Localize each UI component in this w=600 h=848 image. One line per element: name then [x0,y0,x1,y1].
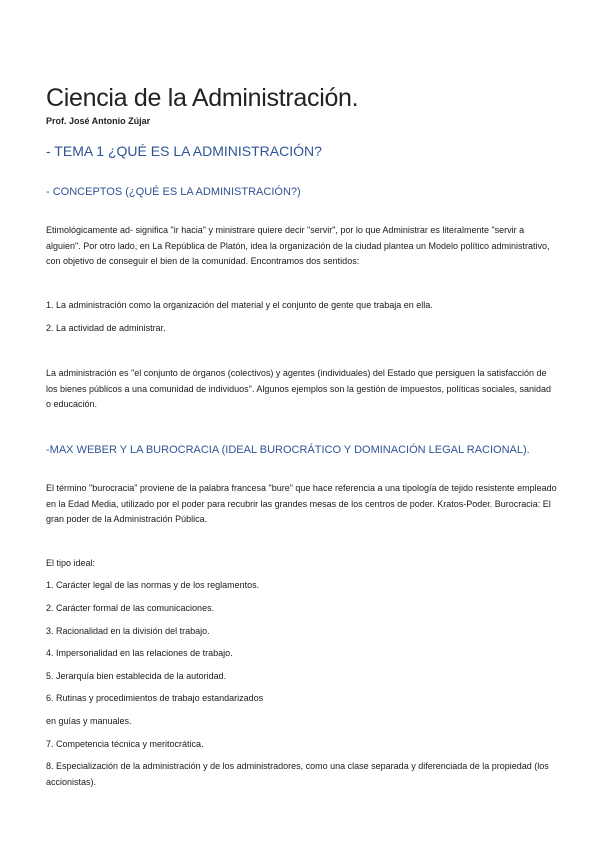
sentido-item-1: 1. La administración como la organización del material y el conjunto de gente que trabaja en ella. [46,300,433,310]
list-item: 4. Impersonalidad en las relaciones de trabajo. [46,648,233,658]
weber-heading: -MAX WEBER Y LA BUROCRACIA (IDEAL BUROCRÁTICO Y DOMINACIÓN LEGAL RACIONAL). [46,444,530,456]
conceptos-heading: - CONCEPTOS (¿QUÉ ES LA ADMINISTRACIÓN?) [46,186,301,198]
tema1-heading: - TEMA 1 ¿QUÉ ES LA ADMINISTRACIÓN? [46,143,322,159]
definicion-paragraph: La administración es "el conjunto de órganos (colectivos) y agentes (individuales) del Estado que persiguen la satisfacción de los bienes públicos a una comunidad de individuos". Algunos ejemplos son la gestión de impuestos, políticas sociales, sanidad o educación. [46,368,552,409]
page-title: Ciencia de la Administración. [46,84,359,112]
burocracia-paragraph: El término "burocracia" proviene de la palabra francesa "bure" que hace referencia a una tipología de tejido resistente empleado en la Edad Media, utilizado por el poder para recubrir las grandes mesas de los centros de poder. Kratos-Poder. Burocracia: El gran poder de la Administración Pública. [46,483,557,524]
list-item: 1. Carácter legal de las normas y de los reglamentos. [46,580,260,590]
sentido-item-2: 2. La actividad de administrar. [46,323,166,333]
list-item: en guías y manuales. [46,716,132,726]
list-item: 6. Rutinas y procedimientos de trabajo estandarizados [46,693,264,703]
etimologia-paragraph: Etimológicamente ad- significa "ir hacia" y ministrare quiere decir "servir", por lo que Administrar es literalmente "servir a alguien". Por otro lado, en La República de Platón, idea la organización de la ciudad plantea un Modelo político administrativo, con objetivo de conseguir el bien de la comunidad. Encontramos dos sentidos: [46,225,550,266]
list-item: 8. Especialización de la administración y de los administradores, como una clase separada y diferenciada de la propiedad (los accionistas). [46,761,549,787]
list-item: 7. Competencia técnica y meritocrática. [46,739,204,749]
list-item: 3. Racionalidad en la división del trabajo. [46,626,210,636]
list-item: 5. Jerarquía bien establecida de la autoridad. [46,671,227,681]
tipo-ideal-label: El tipo ideal: [46,558,96,568]
list-item: 2. Carácter formal de las comunicaciones. [46,603,215,613]
author-line: Prof. José Antonio Zújar [46,116,151,126]
